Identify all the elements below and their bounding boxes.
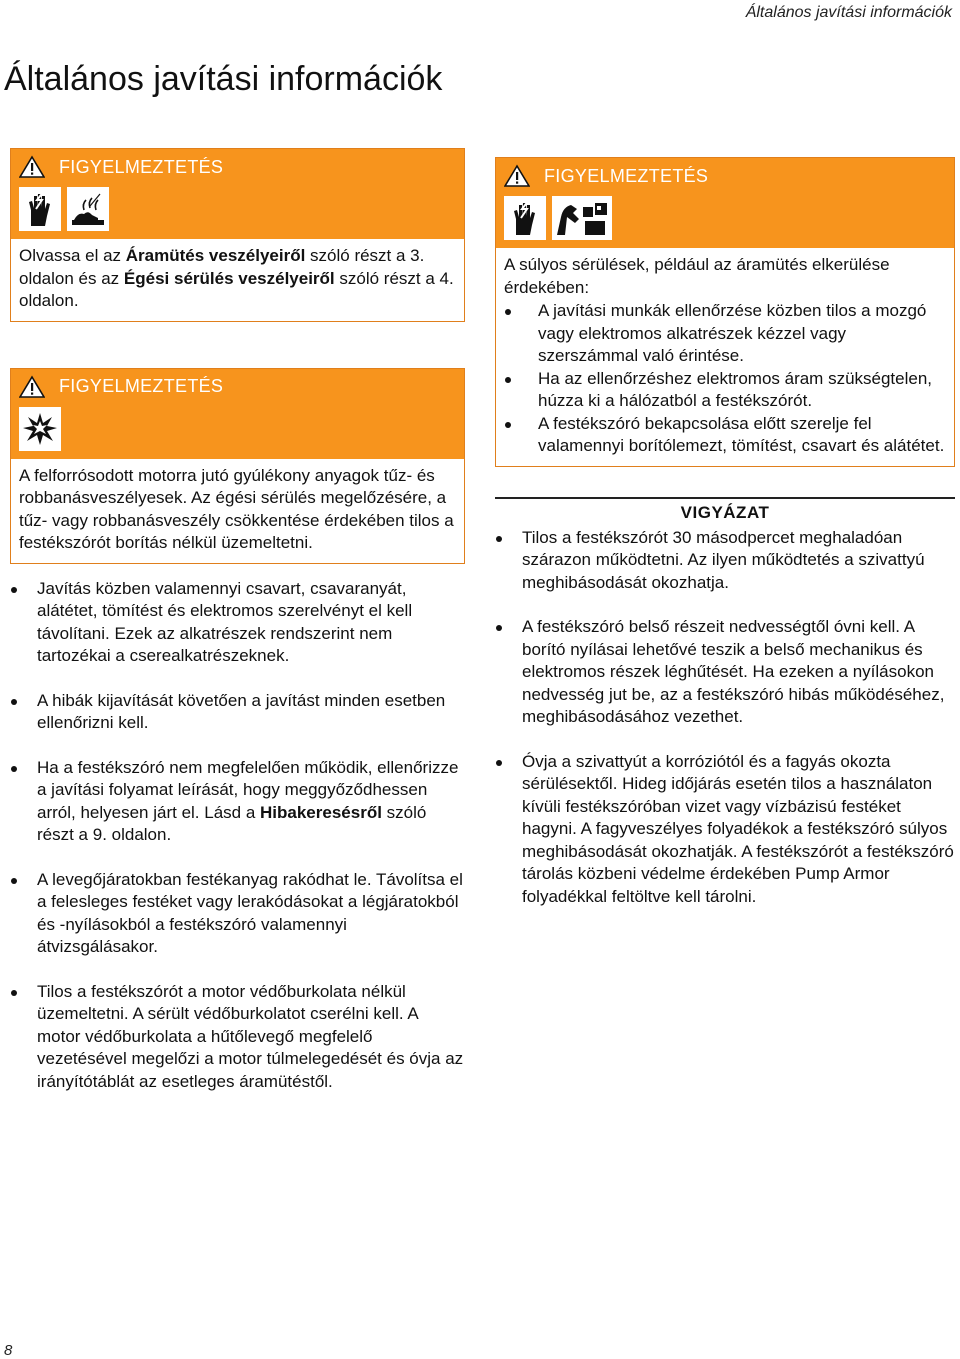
- burn-section-ref: Égési sérülés veszélyeiről: [123, 268, 335, 288]
- list-item: Óvja a szivattyút a korróziótól és a fagyás okozta sérülésektől. Hideg időjárás esetén tilos a használaton kívüli festékszóróban vizet vagy vízbázisú festéket hagyni. A fagyveszélyes folyadékok a festékszóró súlyos meghibásodását okozhatják. A festékszórót a festékszóró tárolás közbeni védelme érdekében Pump Armor folyadékkal feltöltve kell tárolni.: [495, 751, 955, 909]
- electric-shock-hand-icon: [504, 196, 546, 240]
- troubleshooting-ref: Hibakeresésről: [260, 802, 382, 822]
- warning-header: [11, 149, 464, 239]
- explosion-hazard-icon: [19, 407, 61, 451]
- warning-body: [496, 248, 954, 466]
- warning-header: [11, 369, 464, 459]
- list-item: A javítási munkák ellenőrzése közben tilos a mozgó vagy elektromos alkatrészek kézzel vagy szerszámmal való érintése.: [504, 300, 946, 368]
- list-item-text: szóló részt a 9. oldalon.: [37, 802, 427, 844]
- list-item: [10, 757, 465, 847]
- caution-title: VIGYÁZAT: [495, 497, 955, 523]
- caution-box: [495, 497, 955, 909]
- list-item: Javítás közben valamennyi csavart, csavaranyát, alátétet, tömítést és elektromos szerelvényt el kell távolítani. Ezek az alkatrészek rendszerint nem tartozékai a cserealkatrészeknek.: [10, 578, 465, 668]
- shock-section-ref: Áramütés veszélyeiről: [125, 246, 306, 265]
- warning-text: szóló részt a 4. oldalon.: [19, 268, 454, 310]
- warning-intro: A súlyos sérülések, például az áramütés elkerülése érdekében:: [504, 255, 890, 297]
- list-item: A levegőjáratokban festékanyag rakódhat le. Távolítsa el a felesleges festéket vagy lerakódásokat a légjáratokból és -nyílásokból a festékszóró valamennyi átvizsgálásakor.: [10, 869, 465, 959]
- burn-hazard-icon: [67, 187, 109, 231]
- warning-text: szóló részt a 3. oldalon és az: [19, 246, 425, 288]
- warning-box-shock-moving-parts: [495, 157, 955, 467]
- warning-triangle-icon: [504, 164, 530, 188]
- running-header: Általános javítási információk: [745, 4, 952, 21]
- warning-title: FIGYELMEZTETÉS: [59, 376, 224, 396]
- page-number: 8: [4, 1342, 13, 1359]
- caution-list: [495, 527, 955, 909]
- page-title: Általános javítási információk: [4, 60, 443, 98]
- electric-shock-hand-icon: [19, 187, 61, 231]
- list-item: A festékszóró bekapcsolása előtt szerelje fel valamennyi borítólemezt, tömítést, csavart és alátétet.: [504, 413, 946, 458]
- warning-list: [504, 300, 946, 458]
- repair-notes-list: [10, 578, 465, 1094]
- warning-header: [496, 158, 954, 248]
- list-item-text: Ha a festékszóró nem megfelelően működik, ellenőrizze a javítási folyamat leírását, hogy meggyőződhessen arról, helyesen járt el. Lásd a: [37, 757, 459, 822]
- list-item: A festékszóró belső részeit nedvességtől óvni kell. A borító nyílásai lehetővé teszik a belső mechanikus és elektromos részek léghűtését. Ha ezeken a nyílásokon nedvesség jut be, az a festékszóró hibás működéséhez, meghibásodásához vezethet.: [495, 616, 955, 729]
- left-column: [10, 148, 465, 1093]
- list-item: Tilos a festékszórót a motor védőburkolata nélkül üzemeltetni. A sérült védőburkolatot cserélni kell. A motor védőburkolata a hűtőlevegő megfelelő vezetésével megelőzi a motor túlmelegedését és óvja az irányítótáblát az esetleges áramütéstől.: [10, 981, 465, 1094]
- warning-box-shock-burn: [10, 148, 465, 322]
- warning-body: [11, 239, 464, 321]
- warning-title: FIGYELMEZTETÉS: [544, 165, 709, 186]
- list-item: Ha az ellenőrzéshez elektromos áram szükségtelen, húzza ki a hálózatból a festékszórót.: [504, 368, 946, 413]
- warning-triangle-icon: [19, 375, 45, 399]
- warning-text: Olvassa el az: [19, 246, 126, 265]
- list-item: Tilos a festékszórót 30 másodpercet meghaladóan szárazon működtetni. Az ilyen működtetés a szivattyú meghibásodását okozhatja.: [495, 527, 955, 595]
- warning-body: A felforrósodott motorra jutó gyúlékony anyagok tűz- és robbanásveszélyesek. Az égési sérülés megelőzésére, a tűz- vagy robbanásveszély csökkentése érdekében tilos a festékszórót borítás nélkül üzemeltetni.: [19, 465, 454, 552]
- moving-parts-hazard-icon: [552, 196, 612, 240]
- right-column: [495, 157, 955, 908]
- warning-triangle-icon: [19, 155, 45, 179]
- warning-box-explosion: [10, 368, 465, 564]
- list-item: A hibák kijavítását követően a javítást minden esetben ellenőrizni kell.: [10, 690, 465, 735]
- warning-title: FIGYELMEZTETÉS: [59, 156, 224, 177]
